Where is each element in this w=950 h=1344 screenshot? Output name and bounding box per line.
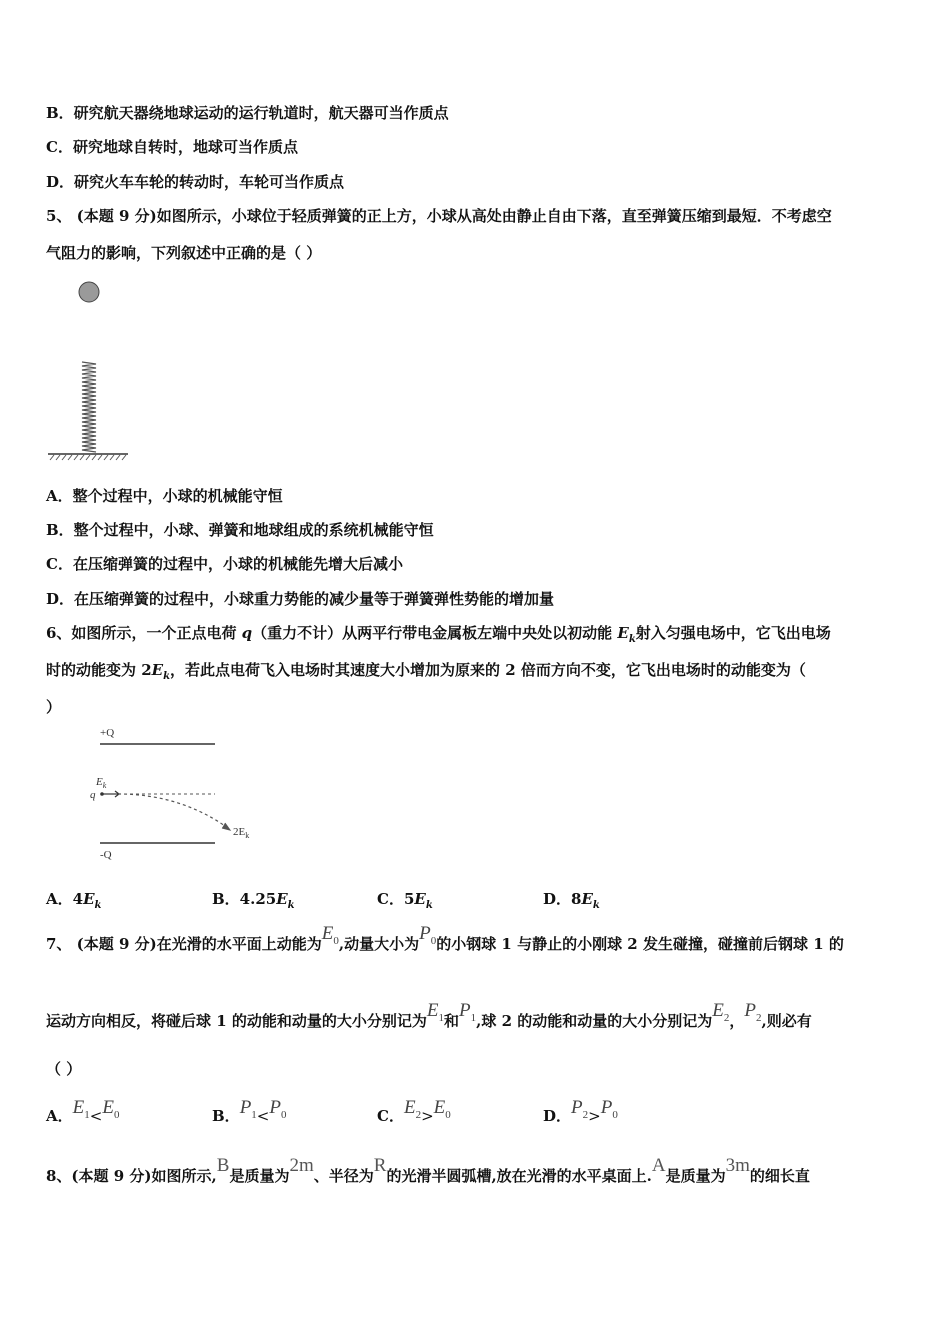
ground-hatching <box>50 455 126 460</box>
q6-stem-line2: 时的动能变为 $2E_k$，若此点电荷飞入电场时其速度大小增加为原来的 2 倍而方向不变，它飞出电场时的动能变为（ <box>46 661 806 682</box>
spring <box>82 362 96 452</box>
q5-option-c: C．在压缩弹簧的过程中，小球的机械能先增大后减小 <box>46 555 403 573</box>
q5-option-a: A．整个过程中，小球的机械能守恒 <box>46 487 283 505</box>
two-ek-label: $2E_k$ <box>233 826 250 840</box>
q7-option-d: D．$P_2>P_0$ <box>543 1097 618 1125</box>
parallel-plates-figure <box>60 722 270 867</box>
minus-q-label: -Q <box>100 849 112 861</box>
q-label: q <box>90 789 96 801</box>
q4-option-d: D．研究火车车轮的转动时，车轮可当作质点 <box>46 173 345 191</box>
q4-option-c: C．研究地球自转时，地球可当作质点 <box>46 138 298 156</box>
q6-option-b: B．$4.25E_k$ <box>212 890 295 911</box>
q7-stem-line2: 运动方向相反，将碰后球 1 的动能和动量的大小分别记为$E_1$和$P_1$,球 2 的动能和动量的大小分别记为$E_2$，$P_2$,则必有 <box>46 1000 812 1030</box>
plus-q-label: +Q <box>100 727 115 739</box>
q7-option-a: A．$E_1<E_0$ <box>46 1097 120 1125</box>
q7-option-b: B．$P_1<P_0$ <box>212 1097 287 1125</box>
q6-stem-line3: ） <box>46 698 62 716</box>
q7-stem-line1: 7、 (本题 9 分)在光滑的水平面上动能为$E_0$,动量大小为$P_0$的小钢球 1 与静止的小刚球 2 发生碰撞，碰撞前后钢球 1 的 <box>46 923 844 953</box>
ball <box>79 282 99 302</box>
q5-stem-line2: 气阻力的影响，下列叙述中正确的是（ ） <box>46 244 322 262</box>
q5-stem-line1: 5、 (本题 9 分)如图所示，小球位于轻质弹簧的正上方，小球从高处由静止自由下落，直至弹簧压缩到最短．不考虑空 <box>46 207 832 225</box>
q6-stem-line1: 6、如图所示，一个正点电荷 q（重力不计）从两平行带电金属板左端中央处以初动能 $E_k$射入匀强电场中，它飞出电场 <box>46 624 831 645</box>
q8-stem-line1: 8、(本题 9 分)如图所示,B是质量为2m、半径为R的光滑半圆弧槽,放在光滑的水平桌面上.A是质量为3m的细长直 <box>46 1155 810 1185</box>
q5-option-d: D．在压缩弹簧的过程中，小球重力势能的减少量等于弹簧弹性势能的增加量 <box>46 590 555 608</box>
q6-option-d: D．$8E_k$ <box>543 890 600 911</box>
q6-option-c: C．$5E_k$ <box>377 890 433 911</box>
spring-ball-figure <box>46 278 136 463</box>
q4-option-b: B．研究航天器绕地球运动的运行轨道时，航天器可当作质点 <box>46 104 449 122</box>
q7-stem-line3: （ ） <box>46 1060 82 1078</box>
ek-label: $E_k$ <box>96 776 107 790</box>
trajectory <box>118 794 228 828</box>
q5-option-b: B．整个过程中，小球、弹簧和地球组成的系统机械能守恒 <box>46 521 434 539</box>
q6-option-a: A．$4E_k$ <box>46 890 102 911</box>
q7-option-c: C．$E_2>E_0$ <box>377 1097 451 1125</box>
charge-q: q <box>241 624 253 642</box>
